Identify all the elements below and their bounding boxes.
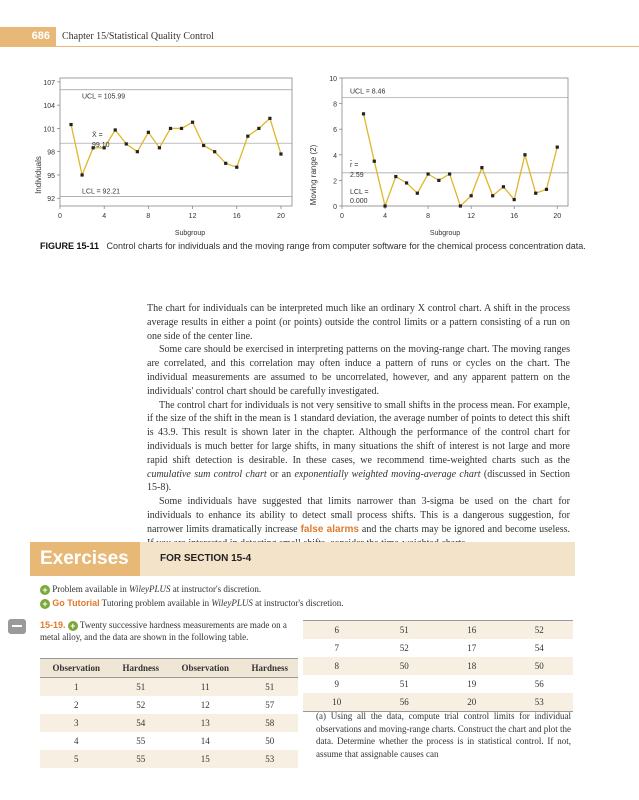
table-row: [40, 714, 298, 732]
caption-text: Control charts for individuals and the moving range from computer software for the chemical process concentration data.: [106, 241, 586, 251]
y-tick-label: 0: [333, 204, 337, 211]
data-point: [556, 146, 559, 149]
x-tick-label: 0: [340, 213, 344, 220]
data-point: [502, 185, 505, 188]
table-cell: 15: [169, 750, 242, 768]
table-cell: 57: [265, 700, 275, 710]
table-row: [40, 750, 298, 768]
text: The control chart for individuals is not very sensitive to small shifts in the process mean. For example, if the size of the shift in the mean is 1 standard deviation, the average number of points to detect this shift is 43.9. This result is shown later in the chapter. Although the performance of the control chart for individuals is much better for large shifts, in many situations the shift of interest is not large and more rapid shift detection is desirable. In these cases, we recommend time-weighted charts such as the: [147, 399, 570, 466]
table-cell: 51: [113, 678, 169, 697]
ucl-label: UCL = 8.46: [350, 88, 386, 96]
data-point: [136, 150, 139, 153]
data-point: [459, 204, 462, 207]
y-axis-label: Individuals: [34, 156, 43, 194]
table-cell: 51: [371, 621, 439, 640]
table-cell: 52: [399, 643, 409, 653]
table-cell: 10: [303, 693, 371, 712]
table-cell: 52: [506, 621, 574, 640]
wileyplus-note: [40, 584, 261, 595]
table-cell: 3: [40, 714, 113, 732]
table-cell: 6: [303, 621, 371, 640]
individuals-chart: [30, 70, 300, 238]
data-point: [224, 162, 227, 165]
data-point: [545, 188, 548, 191]
section-label: FOR SECTION 15-4: [160, 553, 252, 564]
emphasis: cumulative sum control chart: [147, 468, 267, 480]
table-row: [303, 621, 573, 640]
table-cell: 54: [113, 714, 169, 732]
table-cell: 50: [265, 736, 275, 746]
hardness-table-right: [303, 620, 573, 712]
table-cell: 1: [40, 678, 113, 697]
data-point: [268, 117, 271, 120]
center-label: X̄ =: [92, 132, 103, 140]
lcl-label: LCL =: [350, 189, 369, 196]
data-point: [480, 166, 483, 169]
column-header: Hardness: [242, 659, 298, 678]
data-point: [246, 135, 249, 138]
y-tick-label: 2: [333, 178, 337, 186]
data-point: [405, 181, 408, 184]
y-tick-label: 10: [329, 76, 337, 83]
center-label: r̄ =: [350, 161, 359, 169]
y-tick-label: 98: [47, 149, 55, 157]
exercises-heading: Exercises: [30, 542, 140, 576]
data-point: [169, 127, 172, 130]
x-axis-label: Subgroup: [174, 230, 206, 237]
table-cell: 17: [467, 643, 477, 653]
table-cell: 9: [334, 679, 339, 689]
chapter-title: Chapter 15/Statistical Quality Control: [62, 31, 214, 42]
table-cell: 16: [438, 621, 506, 640]
table-cell: 20: [438, 693, 506, 712]
series-line: [364, 114, 558, 206]
data-point: [534, 192, 537, 195]
hardness-table-left: [40, 658, 298, 768]
text: Problem available in: [52, 584, 129, 594]
table-cell: 56: [534, 679, 544, 689]
text: Tutoring problem available in: [99, 598, 212, 608]
table-cell: 51: [399, 679, 409, 689]
y-tick-label: 107: [43, 79, 55, 87]
x-tick-label: 8: [426, 213, 431, 220]
y-tick-label: 8: [333, 101, 337, 109]
body-text: [147, 302, 570, 550]
data-point: [114, 128, 117, 131]
table-cell: 4: [74, 736, 79, 746]
data-point: [491, 194, 494, 197]
paragraph-2: Some care should be exercised in interpreting patterns on the moving-range chart. The moving ranges are correlated, and this correlation may often induce a pattern of runs or cycles on the chart. The individual measurements are assumed to be uncorrelated, however, and any apparent pattern on the individuals' control chart should be carefully investigated.: [147, 344, 570, 397]
data-point: [437, 179, 440, 182]
text: Some individuals have suggested that limits narrower than 3-sigma be used on the chart for individuals to enhance its ability to detect small process shifts. This is a dangerous suggestion, for narrower limits dramatically increase: [147, 496, 570, 535]
plus-icon: +: [68, 621, 78, 631]
data-point: [125, 142, 128, 145]
y-tick-label: 4: [333, 152, 337, 160]
table-cell: 8: [303, 657, 371, 675]
tutorial-note: [40, 598, 343, 609]
table-cell: 13: [169, 714, 242, 732]
x-tick-label: 20: [553, 213, 562, 220]
x-tick-label: 16: [232, 213, 241, 220]
table-cell: 12: [200, 700, 210, 710]
data-point: [80, 173, 83, 176]
x-tick-label: 16: [510, 213, 519, 220]
y-tick-label: 104: [43, 103, 55, 111]
data-point: [470, 194, 473, 197]
table-row: [303, 675, 573, 693]
table-cell: 54: [534, 643, 544, 653]
data-point: [416, 192, 419, 195]
table-cell: 52: [136, 700, 146, 710]
table-row: [40, 678, 298, 697]
data-point: [147, 131, 150, 134]
y-tick-label: 95: [47, 172, 55, 180]
table-cell: 18: [438, 657, 506, 675]
key-term[interactable]: false alarms: [300, 523, 359, 535]
column-header: Hardness: [113, 659, 169, 678]
table-row: [303, 693, 573, 712]
text: and the charts may be ignored and become useless.: [361, 523, 570, 535]
data-point: [257, 127, 260, 130]
x-tick-label: 12: [467, 213, 476, 220]
y-tick-label: 101: [43, 126, 55, 134]
center-value: 99.10: [92, 142, 110, 150]
text: at instructor's discretion.: [170, 584, 262, 594]
data-point: [213, 150, 216, 153]
data-point: [426, 172, 429, 175]
data-point: [383, 204, 386, 207]
ucl-label: UCL = 105.99: [82, 93, 126, 101]
center-value: 2.59: [350, 171, 364, 179]
text: (discussed in Section 15-8).: [147, 468, 570, 494]
y-tick-label: 6: [333, 127, 337, 135]
data-point: [362, 112, 365, 115]
column-header: Observation: [40, 659, 113, 678]
lcl-label: LCL = 92.21: [82, 188, 121, 196]
data-point: [373, 160, 376, 163]
table-row: [40, 732, 298, 750]
data-point: [513, 198, 516, 201]
table-cell: 55: [113, 750, 169, 768]
header-rule: [0, 46, 639, 47]
x-tick-label: 12: [188, 213, 197, 220]
column-header: Observation: [169, 659, 242, 678]
moving-range-chart: [300, 70, 575, 238]
data-point: [69, 123, 72, 126]
y-axis-label: Moving range (2): [309, 144, 318, 206]
table-cell: 50: [506, 657, 574, 675]
go-tutorial-link[interactable]: Go Tutorial: [52, 598, 100, 608]
problem-text: Twenty successive hardness measurements are made on a metal alloy, and the data are shown in the following table.: [40, 620, 287, 642]
x-tick-label: 8: [146, 213, 151, 220]
x-tick-label: 4: [383, 213, 388, 220]
table-cell: 11: [169, 678, 242, 697]
plus-icon: +: [40, 585, 50, 595]
emphasis: WileyPLUS: [211, 598, 253, 608]
paragraph-3: [147, 399, 570, 496]
table-row: [303, 639, 573, 657]
table-cell: 51: [242, 678, 298, 697]
data-point: [448, 172, 451, 175]
table-cell: 56: [371, 693, 439, 712]
data-point: [191, 121, 194, 124]
data-point: [279, 152, 282, 155]
part-a: (a) Using all the data, compute trial control limits for individual observations and moving-range charts. Construct the chart and plot the data. Determine whether the process is in statistical control. If not, assume that assignable causes can: [316, 711, 571, 759]
x-tick-label: 20: [277, 213, 285, 220]
table-cell: 55: [136, 736, 146, 746]
paragraph-1: The chart for individuals can be interpreted much like an ordinary X control chart. A shift in the process average results in either a point (or points) outside the control limits or a pattern consisting of a run on one side of the center line.: [147, 303, 570, 342]
page-number: 686: [0, 27, 56, 46]
problem-15-19: [40, 619, 300, 643]
data-file-icon-line: [12, 625, 22, 627]
y-tick-label: 92: [47, 196, 55, 204]
table-cell: 58: [242, 714, 298, 732]
data-point: [235, 166, 238, 169]
x-tick-label: 0: [58, 213, 62, 220]
table-cell: 2: [74, 700, 79, 710]
table-cell: 53: [506, 693, 574, 712]
emphasis: WileyPLUS: [128, 584, 171, 594]
plus-icon: +: [40, 599, 50, 609]
text: or an: [266, 468, 295, 480]
table-cell: 53: [242, 750, 298, 768]
text: at instructor's discretion.: [252, 598, 344, 608]
table-row: [40, 696, 298, 714]
x-axis-label: Subgroup: [429, 230, 461, 237]
x-tick-label: 4: [102, 213, 107, 220]
emphasis: exponentially weighted moving-average chart: [294, 468, 481, 480]
data-point: [523, 153, 526, 156]
table-cell: 19: [467, 679, 477, 689]
data-point: [202, 144, 205, 147]
table-row: [303, 657, 573, 675]
table-cell: 7: [334, 643, 339, 653]
figure-caption: [40, 240, 600, 252]
table-cell: 50: [371, 657, 439, 675]
data-point: [158, 146, 161, 149]
table-cell: 14: [200, 736, 210, 746]
caption-label: FIGURE 15-11: [40, 241, 100, 251]
lcl-value: 0.000: [350, 198, 368, 205]
table-cell: 5: [40, 750, 113, 768]
data-point: [180, 127, 183, 130]
data-point: [394, 175, 397, 178]
problem-number: 15-19.: [40, 620, 66, 630]
